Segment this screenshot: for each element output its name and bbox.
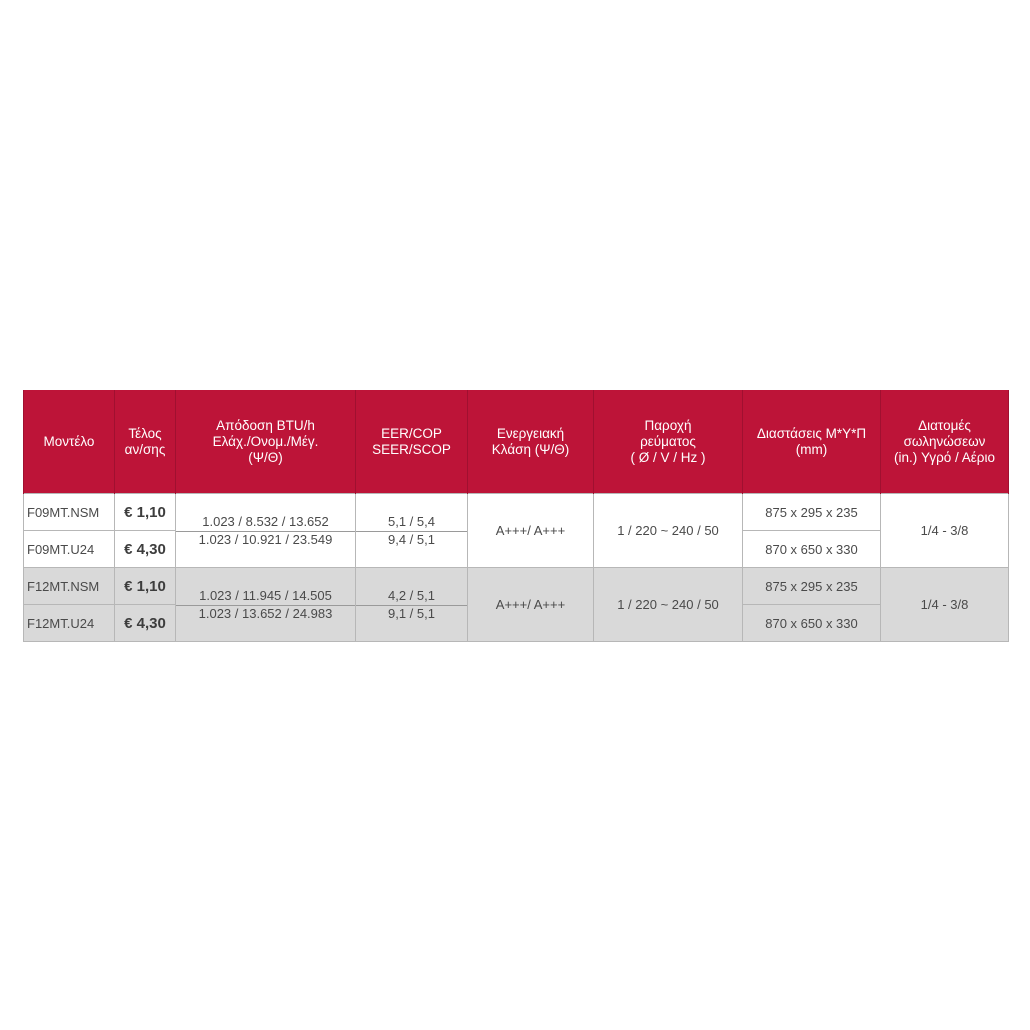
fee-cell: € 1,10 (115, 494, 176, 531)
dimensions-cell: 870 x 650 x 330 (743, 531, 881, 568)
header-eer-line2: SEER/SCOP (372, 441, 451, 457)
dimensions-cell: 875 x 295 x 235 (743, 494, 881, 531)
energy-class-cell: A+++/ A+++ (468, 494, 594, 568)
model-cell: F09MT.NSM (24, 494, 115, 531)
seer-value: 9,4 / 5,1 (388, 532, 435, 547)
header-btu (176, 390, 356, 494)
header-power (594, 390, 743, 494)
header-fee-line2: αν/σης (124, 441, 166, 457)
eer-value: 5,1 / 5,4 (388, 514, 435, 529)
header-model-label: Μοντέλο (43, 433, 95, 449)
header-btu-line3: (Ψ/Θ) (248, 449, 283, 465)
model-cell: F12MT.U24 (24, 605, 115, 642)
header-pipes (881, 390, 1009, 494)
model-cell: F12MT.NSM (24, 568, 115, 605)
header-energy-class (468, 390, 594, 494)
spec-table (23, 390, 1009, 642)
header-energy-line2: Κλάση (Ψ/Θ) (491, 441, 570, 457)
fee-cell: € 1,10 (115, 568, 176, 605)
header-dimensions (743, 390, 881, 494)
header-eer-line1: EER/COP (381, 425, 442, 441)
btu-value-cooling: 1.023 / 8.532 / 13.652 (202, 514, 329, 529)
pipes-cell: 1/4 - 3/8 (881, 494, 1009, 568)
header-power-line3: ( Ø / V / Hz ) (630, 449, 706, 465)
table-row (24, 568, 1009, 605)
eer-value: 4,2 / 5,1 (388, 588, 435, 603)
header-pipes-line1: Διατομές (918, 417, 971, 433)
table-row (24, 494, 1009, 531)
header-pipes-line3: (in.) Υγρό / Αέριο (893, 449, 995, 465)
eer-cell (356, 494, 468, 568)
header-eer (356, 390, 468, 494)
header-pipes-line2: σωληνώσεων (903, 433, 986, 449)
power-cell: 1 / 220 ~ 240 / 50 (594, 568, 743, 642)
header-btu-line1: Απόδοση BTU/h (216, 417, 315, 433)
eer-cell (356, 568, 468, 642)
power-cell: 1 / 220 ~ 240 / 50 (594, 494, 743, 568)
seer-value: 9,1 / 5,1 (388, 606, 435, 621)
energy-class-cell: A+++/ A+++ (468, 568, 594, 642)
dimensions-cell: 875 x 295 x 235 (743, 568, 881, 605)
header-row (24, 390, 1009, 494)
pipes-cell: 1/4 - 3/8 (881, 568, 1009, 642)
fee-cell: € 4,30 (115, 531, 176, 568)
header-energy-line1: Ενεργειακή (496, 425, 565, 441)
btu-cell (176, 568, 356, 642)
header-dimensions-line2: (mm) (795, 441, 828, 457)
btu-value-cooling: 1.023 / 11.945 / 14.505 (199, 588, 332, 603)
header-model (24, 390, 115, 494)
btu-value-heating: 1.023 / 13.652 / 24.983 (198, 606, 333, 621)
header-btu-line2: Ελάχ./Ονομ./Μέγ. (212, 433, 319, 449)
header-fee (115, 390, 176, 494)
fee-cell: € 4,30 (115, 605, 176, 642)
dimensions-cell: 870 x 650 x 330 (743, 605, 881, 642)
model-cell: F09MT.U24 (24, 531, 115, 568)
header-power-line2: ρεύματος (640, 433, 696, 449)
header-fee-line1: Τέλος (128, 425, 162, 441)
btu-value-heating: 1.023 / 10.921 / 23.549 (198, 532, 333, 547)
btu-cell (176, 494, 356, 568)
header-dimensions-line1: Διαστάσεις Μ*Υ*Π (756, 425, 867, 441)
header-power-line1: Παροχή (644, 417, 692, 433)
